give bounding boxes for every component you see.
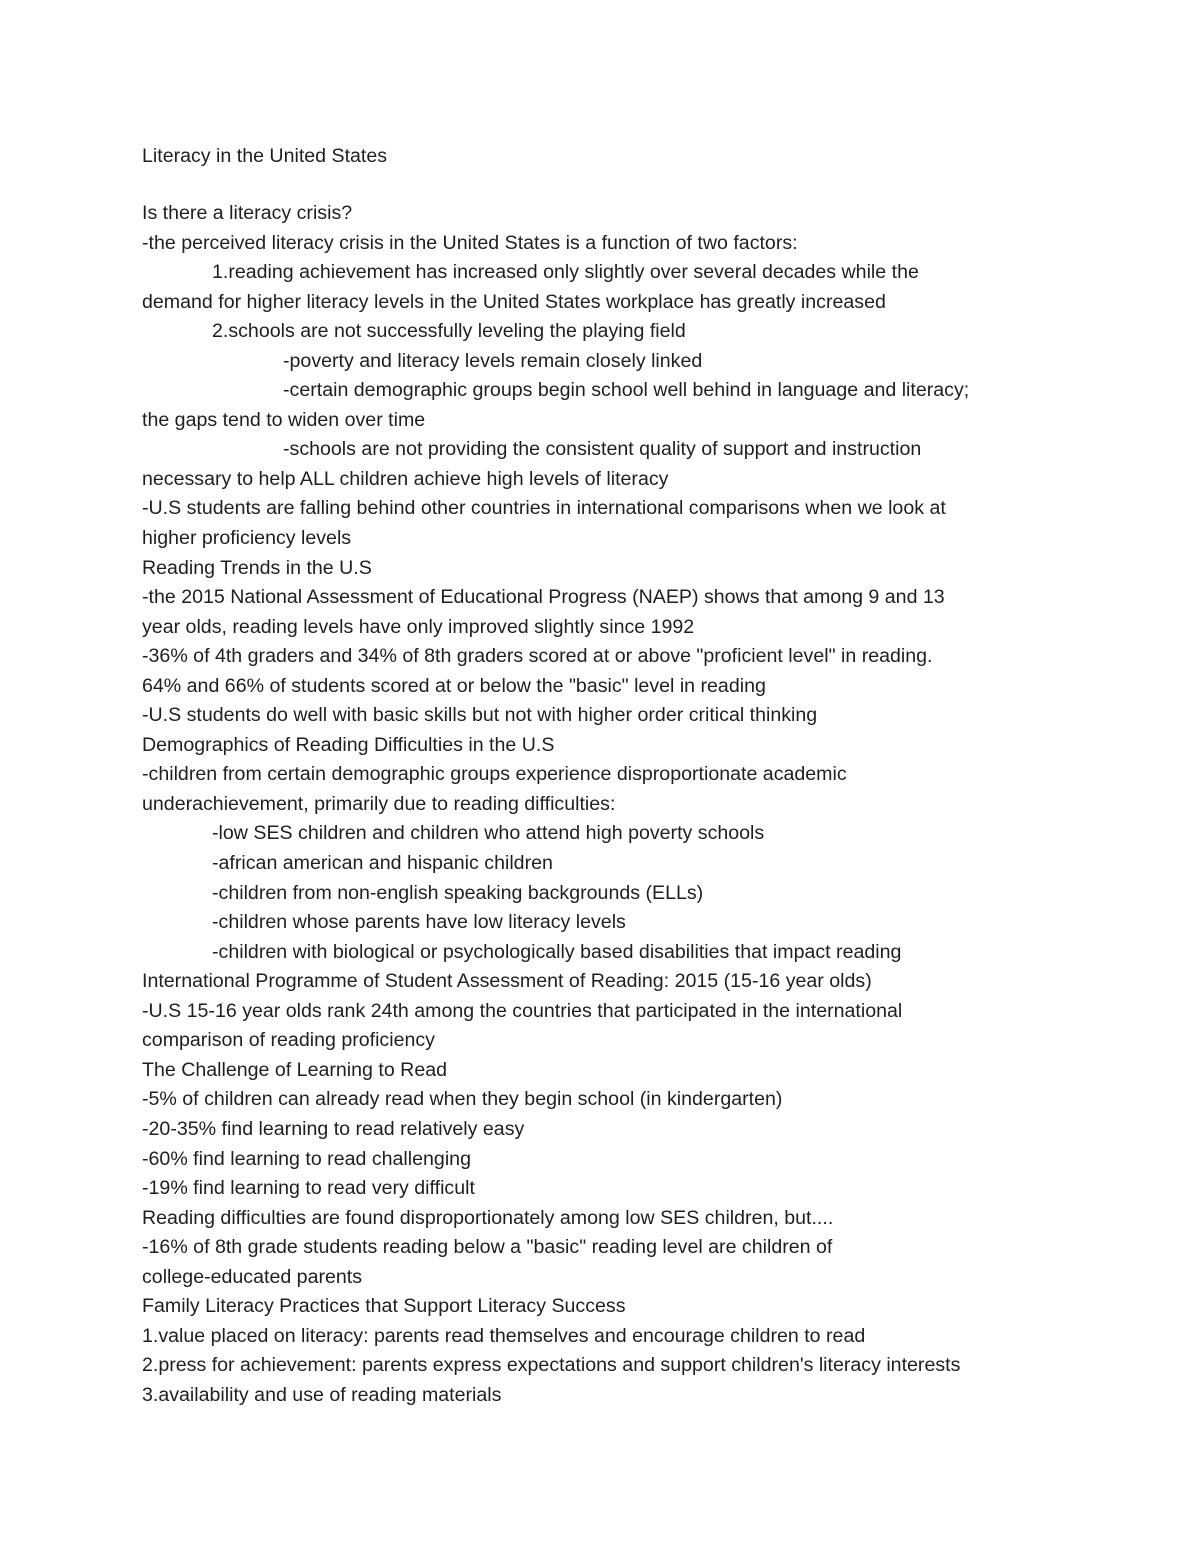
text-line: -children whose parents have low literacy levels (212, 911, 626, 934)
text-line: 1.value placed on literacy: parents read themselves and encourage children to read (142, 1324, 866, 1347)
text-line: the gaps tend to widen over time (142, 408, 426, 431)
text-line: -poverty and literacy levels remain closely linked (283, 349, 703, 372)
text-line: 2.schools are not successfully leveling the playing field (212, 320, 686, 343)
text-line: -60% find learning to read challenging (142, 1147, 471, 1170)
text-line: -19% find learning to read very difficult (142, 1177, 475, 1200)
text-line: 64% and 66% of students scored at or below the "basic" level in reading (142, 674, 766, 697)
section-heading: Demographics of Reading Difficulties in the U.S (142, 733, 555, 756)
text-line: comparison of reading proficiency (142, 1029, 435, 1052)
text-line: -children with biological or psychologically based disabilities that impact reading (212, 940, 902, 963)
text-line: -children from non-english speaking backgrounds (ELLs) (212, 881, 704, 904)
text-line: 1.reading achievement has increased only slightly over several decades while the (212, 261, 919, 284)
section-heading: The Challenge of Learning to Read (142, 1058, 448, 1081)
text-line: -U.S students do well with basic skills but not with higher order critical thinking (142, 704, 818, 727)
section-heading: Family Literacy Practices that Support Literacy Success (142, 1295, 626, 1318)
text-line: -U.S students are falling behind other countries in international comparisons when we look at (142, 497, 946, 520)
text-line: -the 2015 National Assessment of Educational Progress (NAEP) shows that among 9 and 13 (142, 586, 945, 609)
text-line: demand for higher literacy levels in the United States workplace has greatly increased (142, 290, 886, 313)
text-line: -children from certain demographic groups experience disproportionate academic (142, 763, 847, 786)
text-line: -5% of children can already read when they begin school (in kindergarten) (142, 1088, 783, 1111)
text-line: -low SES children and children who attend high poverty schools (212, 822, 765, 845)
text-line: -schools are not providing the consistent quality of support and instruction (283, 438, 922, 461)
text-line: year olds, reading levels have only improved slightly since 1992 (142, 615, 695, 638)
text-line: -20-35% find learning to read relatively easy (142, 1117, 525, 1140)
text-line: necessary to help ALL children achieve high levels of literacy (142, 467, 669, 490)
text-line: college-educated parents (142, 1265, 363, 1288)
text-line: -16% of 8th grade students reading below a "basic" reading level are children of (142, 1236, 833, 1259)
text-line: underachievement, primarily due to reading difficulties: (142, 792, 616, 815)
text-line: higher proficiency levels (142, 527, 352, 550)
text-line: 3.availability and use of reading materials (142, 1383, 502, 1406)
text-line: -certain demographic groups begin school well behind in language and literacy; (283, 379, 970, 402)
text-line: -36% of 4th graders and 34% of 8th graders scored at or above "proficient level" in reading. (142, 645, 933, 668)
section-heading: International Programme of Student Assessment of Reading: 2015 (15-16 year olds) (142, 970, 872, 993)
text-line: 2.press for achievement: parents express expectations and support children's literacy interests (142, 1354, 961, 1377)
text-line: -african american and hispanic children (212, 852, 553, 875)
text-line: -U.S 15-16 year olds rank 24th among the countries that participated in the international (142, 999, 903, 1022)
document-body (142, 199, 1062, 1410)
text-line: Is there a literacy crisis? (142, 202, 353, 224)
section-heading: Reading Trends in the U.S (142, 556, 372, 579)
text-line: -the perceived literacy crisis in the United States is a function of two factors: (142, 231, 798, 254)
text-line: Reading difficulties are found disproportionately among low SES children, but.... (142, 1206, 834, 1229)
document-title: Literacy in the United States (142, 145, 388, 167)
